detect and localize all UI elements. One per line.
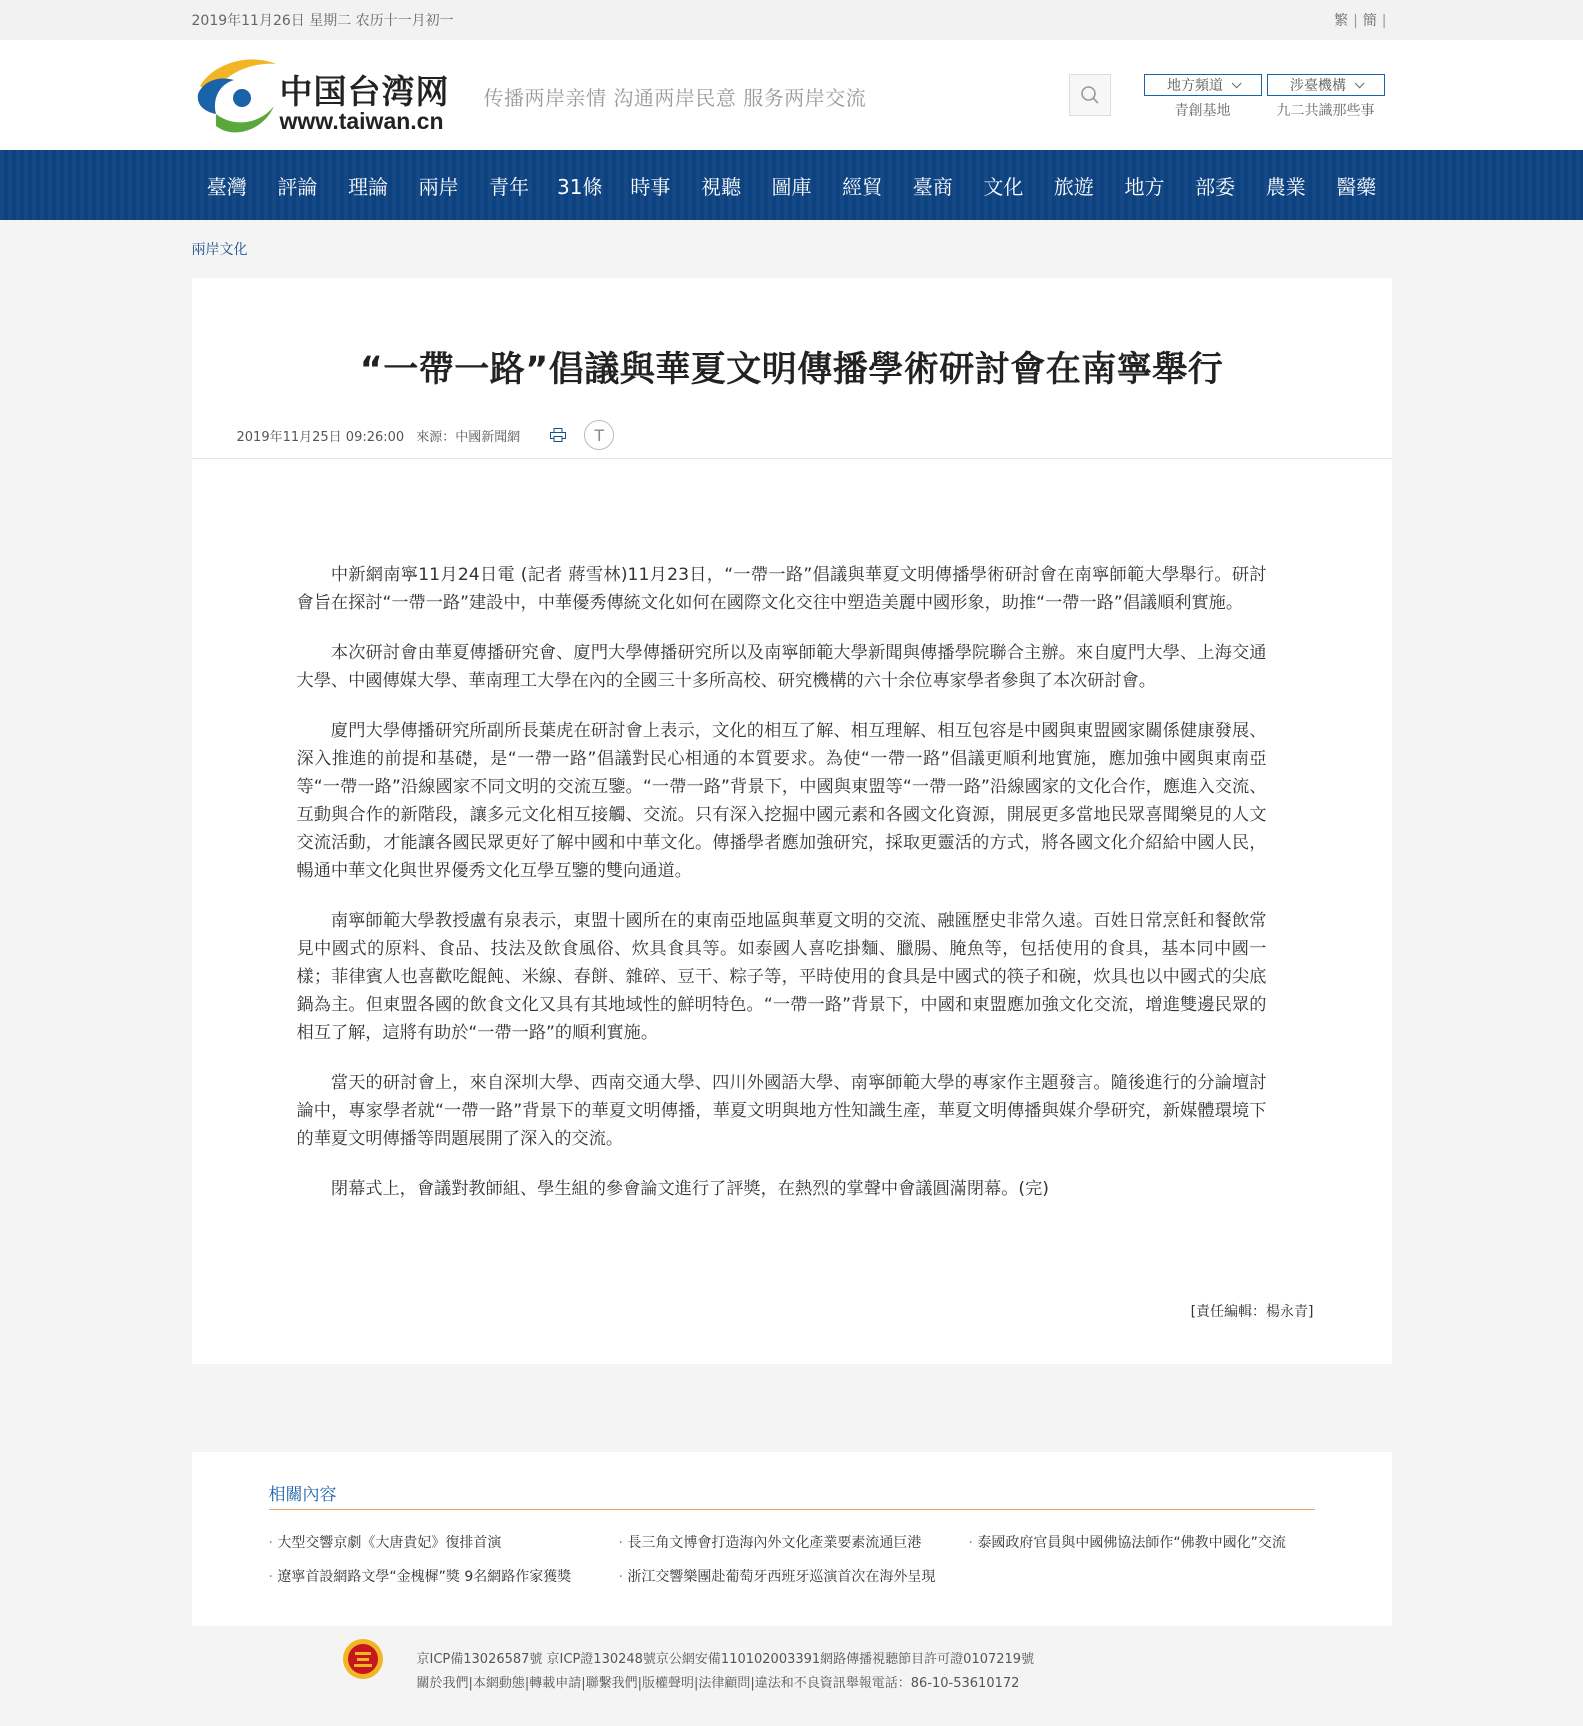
logo-swoosh-icon [194, 50, 280, 138]
responsible-editor: [責任編輯：楊永青] [1190, 1304, 1314, 1320]
taiwan-agencies-label: 涉臺機構 [1290, 78, 1346, 94]
nav-item[interactable]: 臺灣 [206, 174, 247, 199]
nav-item[interactable]: 時事 [630, 174, 671, 199]
traditional-chinese-link[interactable]: 繁 [1334, 13, 1349, 29]
local-channel-group [1144, 74, 1262, 120]
language-switch: 繁 | 簡 | [1334, 13, 1387, 29]
related-link[interactable]: · 浙江交響樂團赴葡萄牙西班牙巡演首次在海外呈現 [619, 1566, 969, 1586]
nav-item[interactable]: 理論 [347, 174, 388, 199]
consensus-link[interactable]: 九二共識那些事 [1276, 103, 1375, 119]
breadcrumb-link[interactable]: 兩岸文化 [191, 242, 248, 258]
related-link[interactable]: · 長三角文博會打造海內外文化產業要素流通巨港 [619, 1532, 969, 1552]
main-nav [0, 150, 1583, 220]
nav-item[interactable]: 醫藥 [1336, 174, 1377, 199]
site-slogan: 传播两岸亲情 沟通两岸民意 服务两岸交流 [483, 86, 867, 110]
simplified-chinese-link[interactable]: 簡 [1362, 13, 1377, 29]
nav-item[interactable]: 臺商 [912, 174, 953, 199]
nav-item[interactable]: 視聽 [700, 174, 741, 199]
nav-item[interactable]: 農業 [1265, 174, 1306, 199]
police-badge-icon[interactable] [342, 1638, 384, 1680]
nav-item[interactable]: 旅遊 [1053, 174, 1094, 199]
logo-url: www.taiwan.cn [279, 108, 444, 134]
article-source: 來源：中國新聞網 [416, 429, 521, 445]
article-paragraph: 當天的研討會上，來自深圳大學、西南交通大學、四川外國語大學、南寧師範大學的專家作主題發言。隨後進行的分論壇討論中，專家學者就“一帶一路”背景下的華夏文明傳播，華夏文明與地方性知識生產，華夏文明傳播與媒介學研究，新媒體環境下的華夏文明傳播等問題展開了深入的交流。 [296, 1073, 1267, 1149]
nav-item[interactable]: 兩岸 [418, 174, 459, 199]
nav-item[interactable]: 文化 [983, 174, 1024, 199]
search-button[interactable] [1069, 74, 1111, 116]
site-header [0, 40, 1583, 150]
article-paragraph: 閉幕式上，會議對教師組、學生組的參會論文進行了評獎，在熱烈的掌聲中會議圓滿閉幕。(完) [330, 1179, 1049, 1199]
breadcrumb [192, 220, 1392, 278]
nav-item[interactable]: 青年 [489, 174, 530, 199]
nav-item[interactable]: 經貿 [842, 174, 883, 199]
nav-item[interactable]: 31條 [557, 174, 603, 199]
print-icon[interactable] [550, 428, 566, 442]
site-logo[interactable] [192, 50, 462, 140]
logo-chinese-name: 中国台湾网 [279, 72, 450, 111]
related-list [269, 1532, 1329, 1586]
related-content [192, 1452, 1392, 1626]
article-body [297, 561, 1267, 1225]
nav-item[interactable]: 圖庫 [771, 174, 812, 199]
taiwan-agencies-group [1267, 74, 1385, 120]
related-link[interactable]: · 遼寧首設網路文學“金槐樨”獎 9名網路作家獲獎 [269, 1566, 619, 1586]
article-meta [237, 420, 615, 450]
nav-item[interactable]: 地方 [1124, 174, 1165, 199]
related-link[interactable]: · 大型交響京劇《大唐貴妃》復排首演 [269, 1532, 619, 1552]
article-paragraph: 廈門大學傳播研究所副所長葉虎在研討會上表示，文化的相互了解、相互理解、相互包容是中國與東盟國家關係健康發展、深入推進的前提和基礎，是“一帶一路”倡議對民心相通的本質要求。為使“一帶一路”倡議更順利地實施，應加強中國與東南亞等“一帶一路”沿線國家不同文明的交流互鑒。“一帶一路”背景下，中國與東盟等“一帶一路”沿線國家的文化合作，應進入交流、互動與合作的新階段，讓多元文化相互接觸、交流。只有深入挖掘中國元素和各國文化資源，開展更多當地民眾喜聞樂見的人文交流活動，才能讓各國民眾更好了解中國和中華文化。傳播學者應加強研究，採取更靈活的方式，將各國文化介紹給中國人民，暢通中華文化與世界優秀文化互學互鑒的雙向通道。 [296, 721, 1267, 881]
related-header [269, 1480, 1315, 1510]
article-title: “一帶一路”倡議與華夏文明傳播學術研討會在南寧舉行 [359, 350, 1224, 390]
article-datetime: 2019年11月25日 09:26:00 [236, 429, 405, 445]
site-footer [192, 1626, 1392, 1696]
font-size-button[interactable] [584, 420, 614, 450]
article-card [192, 278, 1392, 1364]
nav-item[interactable]: 部委 [1195, 174, 1236, 199]
top-strip [0, 0, 1583, 40]
taiwan-agencies-dropdown[interactable] [1267, 74, 1385, 96]
article-paragraph: 本次研討會由華夏傳播研究會、廈門大學傳播研究所以及南寧師範大學新聞與傳播學院聯合主辦。來自廈門大學、上海交通大學、中國傳媒大學、華南理工大學在內的全國三十多所高校、研究機構的六十余位專家學者參與了本次研討會。 [296, 643, 1267, 691]
chevron-down-icon [1355, 78, 1365, 88]
footer-license: 京ICP備13026587號 京ICP證130248號京公網安備110102003391網路傳播視聽節目許可證0107219號 [416, 1652, 1035, 1667]
local-channel-label: 地方頻道 [1167, 78, 1223, 94]
related-title: 相關內容 [268, 1485, 337, 1505]
article-paragraph: 中新網南寧11月24日電 (記者 蔣雪林)11月23日，“一帶一路”倡議與華夏文明傳播學術研討會在南寧師範大學舉行。研討會旨在探討“一帶一路”建設中，中華優秀傳統文化如何在國際文化交往中塑造美麗中國形象，助推“一帶一路”倡議順利實施。 [296, 565, 1267, 613]
font-size-icon: T [594, 425, 605, 445]
local-channel-dropdown[interactable] [1144, 74, 1262, 96]
nav-item[interactable]: 評論 [277, 174, 318, 199]
meta-divider [192, 458, 1392, 459]
related-link[interactable]: · 泰國政府官員與中國佛協法師作“佛教中國化”交流 [969, 1532, 1319, 1552]
youth-base-link[interactable]: 青創基地 [1174, 103, 1231, 119]
current-date: 2019年11月26日 星期二 农历十一月初一 [191, 13, 454, 29]
footer-links[interactable]: 關於我們|本網動態|轉載申請|聯繫我們|版權聲明|法律顧問|違法和不良資訊舉報電話：86-10-53610172 [416, 1676, 1020, 1691]
search-icon [1080, 85, 1100, 105]
chevron-down-icon [1232, 78, 1242, 88]
article-paragraph: 南寧師範大學教授盧有泉表示，東盟十國所在的東南亞地區與華夏文明的交流、融匯歷史非常久遠。百姓日常烹飪和餐飲常見中國式的原料、食品、技法及飲食風俗、炊具食具等。如泰國人喜吃掛麵、臘腸、腌魚等，包括使用的食具，基本同中國一樣；菲律賓人也喜歡吃餛飩、米線、春餅、雜碎、豆干、粽子等，平時使用的食具是中國式的筷子和碗，炊具也以中國式的尖底鍋為主。但東盟各國的飲食文化又具有其地域性的鮮明特色。“一帶一路”背景下，中國和東盟應加強文化交流，增進雙邊民眾的相互了解，這將有助於“一帶一路”的順利實施。 [296, 911, 1267, 1043]
